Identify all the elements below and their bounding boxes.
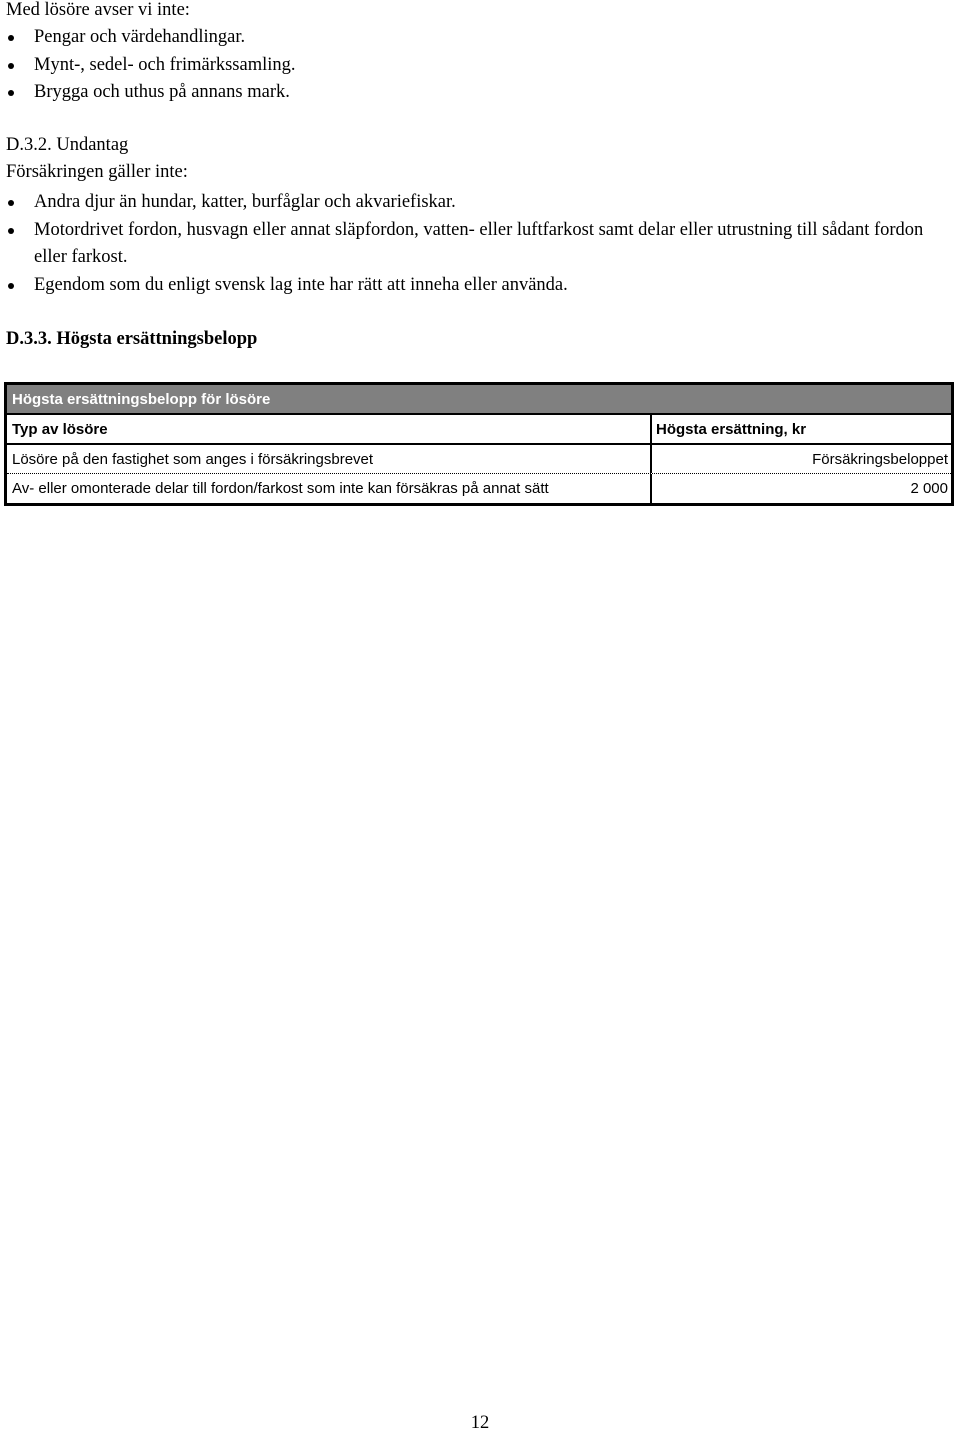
bullet-icon (8, 90, 14, 96)
section-intro: Försäkringen gäller inte: (6, 162, 188, 182)
table-cell: Lösöre på den fastighet som anges i försäkringsbrevet (7, 445, 652, 473)
section-heading-undantag: D.3.2. Undantag (6, 135, 129, 155)
exceptions-list (0, 189, 949, 299)
compensation-table (4, 382, 954, 506)
list-item: Egendom som du enligt svensk lag inte har rätt att inneha eller använda. (0, 272, 949, 300)
list-item: Mynt-, sedel- och frimärkssamling. (0, 52, 949, 80)
table-cell: 2 000 (910, 480, 948, 497)
list-item: Andra djur än hundar, katter, burfåglar och akvariefiskar. (0, 189, 949, 217)
table-cell: Av- eller omonterade delar till fordon/farkost som inte kan försäkras på annat sätt (7, 474, 652, 503)
page-number: 12 (470, 1413, 490, 1433)
bullet-icon (8, 228, 14, 234)
table-row (7, 445, 951, 474)
list-item: Motordrivet fordon, husvagn eller annat släpfordon, vatten- eller luftfarkost samt delar eller utrustning till sådant fordon eller farkost. (0, 217, 949, 272)
table-title: Högsta ersättningsbelopp för lösöre (7, 385, 951, 415)
column-header-amount: Högsta ersättning, kr (656, 420, 807, 438)
list-item: Brygga och uthus på annans mark. (0, 79, 949, 107)
table-row (7, 474, 951, 503)
column-header-type: Typ av lösöre (7, 415, 652, 443)
excluded-items-list (0, 24, 949, 107)
bullet-icon (8, 283, 14, 289)
table-cell: Försäkringsbeloppet (812, 450, 948, 468)
table-header-row (7, 415, 951, 445)
list-item: Pengar och värdehandlingar. (0, 24, 949, 52)
section-heading-ersattning: D.3.3. Högsta ersättningsbelopp (6, 329, 258, 349)
intro-text: Med lösöre avser vi inte: (6, 0, 190, 20)
bullet-icon (8, 63, 14, 69)
bullet-icon (8, 35, 14, 41)
bullet-icon (8, 200, 14, 206)
